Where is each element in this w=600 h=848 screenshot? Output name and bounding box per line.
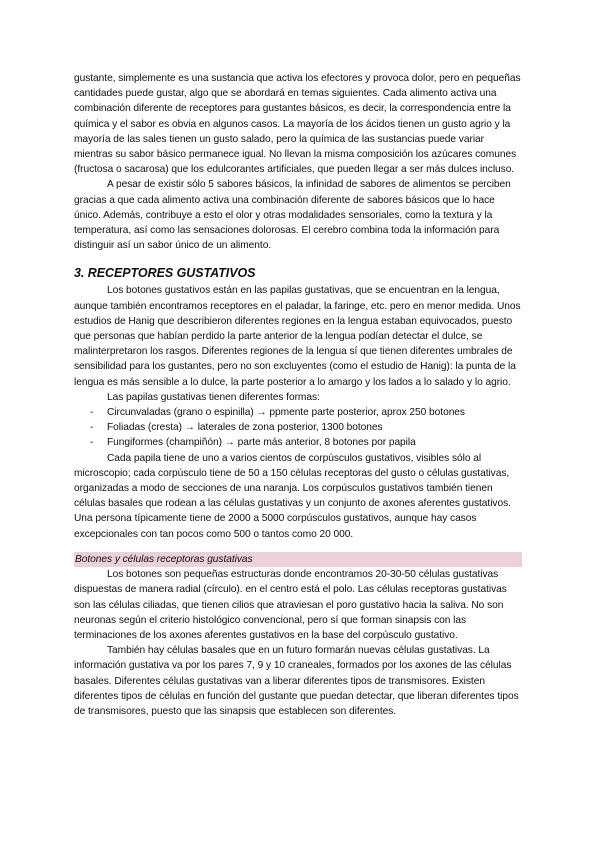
list-item: - Circunvaladas (grano o espinilla) → ppmente parte posterior, aprox 250 botones bbox=[74, 405, 522, 420]
paragraph: Las papilas gustativas tienen diferentes formas: bbox=[107, 391, 320, 403]
page-content bbox=[74, 71, 522, 719]
list-item: - Fungiformes (champiñón) → parte más anterior, 8 botones por papila bbox=[74, 435, 522, 450]
paragraph: gustante, simplemente es una sustancia que activa los efectores y provoca dolor, pero en pequeñas cantidades puede gustar, algo que se abordará en temas siguientes. Cada alimento activa una combinación diferente de receptores para gustantes básicos, es decir, la correspondencia entre la química y el sabor es obvia en algunos casos. La mayoría de los ácidos tienen un gusto agrio y la mayoría de las sales tienen un gusto salado, pero la química de las sustancias puede variar mientras su sabor básico permanece igual. No llevan la misma composición los azúcares comunes (fructosa o sacarosa) que los edulcorantes artificiales, que pueden llegar a ser más dulces incluso. bbox=[74, 73, 521, 176]
paragraph: A pesar de existir sólo 5 sabores básicos, la infinidad de sabores de alimentos se perciben gracias a que cada alimento activa una combinación diferente de sabores básicos que lo hace único. Además, contribuye a esto el olor y otras modalidades sensoriales, como la textura y la temperatura, así como las sensaciones dolorosas. El cerebro combina toda la información para distinguir así un sabor único de un alimento. bbox=[74, 179, 511, 252]
list-item: - Foliadas (cresta) → laterales de zona posterior, 1300 botones bbox=[74, 420, 522, 435]
paragraph: También hay células basales que en un futuro formarán nuevas células gustativas. La información gustativa va por los pares 7, 9 y 10 craneales, formados por los axones de las células basales. Diferentes células gustativas van a liberar diferentes tipos de transmisores. Existen diferentes tipos de células en función del gustante que puedan detectar, que liberan diferentes tipos de transmisores, puesto que las sinapsis que establecen son diferentes. bbox=[74, 645, 519, 717]
subsection-heading: Botones y células receptoras gustativas bbox=[74, 552, 522, 567]
section-heading: 3. RECEPTORES GUSTATIVOS bbox=[74, 266, 256, 281]
paragraph: Los botones son pequeñas estructuras donde encontramos 20-30-50 células gustativas dispuestas de manera radial (círculo). en el centro está el polo. Las células receptoras gustativas son las células ciliadas, que tienen cilios que atraviesan el poro gustativo hacia la saliva. No son neuronas según el criterio histológico convencional, pero sí que forman sinapsis con las terminaciones de los axones aferentes gustativos en la base del corpúsculo gustativo. bbox=[74, 569, 507, 641]
paragraph: Los botones gustativos están en las papilas gustativas, que se encuentran en la lengua, aunque también encontramos receptores en el paladar, la faringe, etc. pero en menor medida. Unos estudios de Hanig que describieron diferentes regiones en la lengua estaban equivocados, puesto que personas que habían perdido la parte anterior de la lengua podían detectar el dulce, se malinterpretaron los rasgos. Diferentes regiones de la lengua sí que tienen diferentes umbrales de sensibilidad para los gustantes, pero no son excluyentes (como el estudio de Hanig): la punta de la lengua es más sensible a lo dulce, la parte posterior a lo amargo y los lados a lo salado y lo agrio. bbox=[74, 285, 521, 388]
paragraph: Cada papila tiene de uno a varios cientos de corpúsculos gustativos, visibles sólo al microscopio; cada corpúsculo tiene de 50 a 150 células receptoras del gusto o células gustativas, organizadas a modo de secciones de una naranja. Los corpúsculos gustativos también tienen células basales que rodean a las células gustativas y un conjunto de axones aferentes gustativos. Una persona típicamente tiene de 2000 a 5000 corpúsculos gustativos, aunque hay casos excepcionales con tan pocos como 500 o tantos como 20 000. bbox=[74, 452, 511, 540]
papilas-list bbox=[74, 405, 522, 451]
